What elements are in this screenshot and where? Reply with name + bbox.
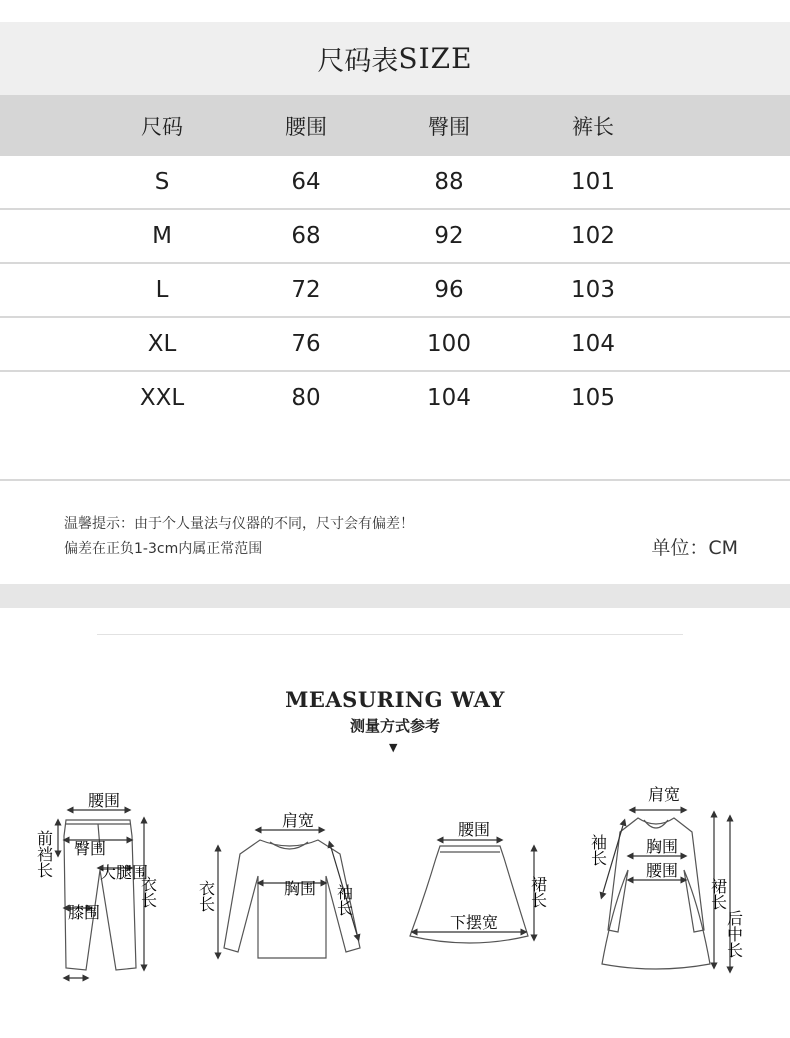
- top-length-label: 衣长: [196, 880, 216, 912]
- pants-diagram: [58, 810, 144, 978]
- table-row: [0, 318, 790, 372]
- dress-labels: [589, 785, 744, 958]
- dress-chest-label: 胸围: [646, 837, 679, 856]
- col-length: 裤长: [572, 114, 614, 139]
- cell-size: XXL: [139, 385, 185, 411]
- pants-waist-label: 腰围: [88, 791, 121, 810]
- cell-size: XL: [147, 331, 177, 357]
- section-divider: [0, 584, 790, 608]
- cell-hip: 100: [427, 331, 471, 357]
- top-strip: [0, 0, 790, 22]
- note-line-2: 偏差在正负1-3cm内属正常范围: [64, 541, 263, 557]
- table-spacer: [0, 424, 790, 481]
- dress-sleeve-label: 袖长: [588, 834, 608, 866]
- down-arrow-icon: ▼: [389, 741, 398, 754]
- size-table: [0, 95, 790, 426]
- top-sleeve-label: 袖长: [334, 884, 354, 916]
- cell-hip: 92: [434, 223, 464, 249]
- top-chest-label: 胸围: [284, 879, 317, 898]
- note-line-1: 温馨提示：由于个人量法与仪器的不同，尺寸会有偏差！: [64, 516, 414, 532]
- cell-waist: 64: [291, 169, 321, 195]
- measurement-diagrams: [0, 608, 790, 1038]
- pants-knee-label: 膝围: [68, 903, 101, 922]
- title-en: SIZE: [398, 42, 473, 75]
- cell-size: S: [154, 169, 170, 195]
- cell-length: 101: [571, 169, 615, 195]
- cell-waist: 80: [291, 385, 321, 411]
- col-hip: 臀围: [428, 114, 470, 139]
- title-cn: 尺码表: [317, 46, 399, 77]
- cell-waist: 76: [291, 331, 321, 357]
- pants-hip-label: 臀围: [74, 839, 107, 858]
- unit-label: 单位：CM: [651, 537, 738, 559]
- pants-thigh-label: 大腿围: [100, 863, 149, 882]
- notes-section: [0, 483, 790, 584]
- measuring-title: MEASURING WAY: [285, 687, 505, 712]
- pants-labels: [35, 791, 158, 922]
- measuring-subtitle: 测量方式参考: [349, 717, 440, 735]
- cell-waist: 68: [291, 223, 321, 249]
- table-row: [0, 156, 790, 210]
- dress-back-length-label: 后中长: [724, 910, 744, 958]
- skirt-hem-label: 下摆宽: [450, 913, 499, 932]
- size-chart-title: [0, 22, 790, 95]
- table-row: [0, 264, 790, 318]
- skirt-waist-label: 腰围: [458, 820, 491, 839]
- cell-length: 102: [571, 223, 615, 249]
- cell-hip: 88: [434, 169, 464, 195]
- pants-rise-label: 前裆长: [34, 830, 54, 878]
- col-waist: 腰围: [285, 114, 327, 139]
- cell-length: 105: [571, 385, 615, 411]
- table-row: [0, 372, 790, 426]
- dress-waist-label: 腰围: [646, 861, 679, 880]
- cell-hip: 96: [434, 277, 464, 303]
- cell-size: M: [152, 223, 172, 249]
- cell-waist: 72: [291, 277, 321, 303]
- cell-length: 103: [571, 277, 615, 303]
- pants-length-label: 衣长: [138, 876, 158, 908]
- cell-size: L: [155, 277, 169, 303]
- table-row: [0, 210, 790, 264]
- cell-length: 104: [571, 331, 615, 357]
- top-shoulder-label: 肩宽: [282, 811, 315, 830]
- col-size: 尺码: [141, 114, 183, 139]
- top-labels: [197, 811, 354, 916]
- skirt-length-label: 裙长: [528, 876, 548, 908]
- dress-shoulder-label: 肩宽: [648, 785, 681, 804]
- dress-length-label: 裙长: [708, 878, 728, 910]
- table-header: [0, 95, 790, 156]
- skirt-labels: [450, 820, 548, 932]
- cell-hip: 104: [427, 385, 471, 411]
- measuring-section: [0, 608, 790, 1038]
